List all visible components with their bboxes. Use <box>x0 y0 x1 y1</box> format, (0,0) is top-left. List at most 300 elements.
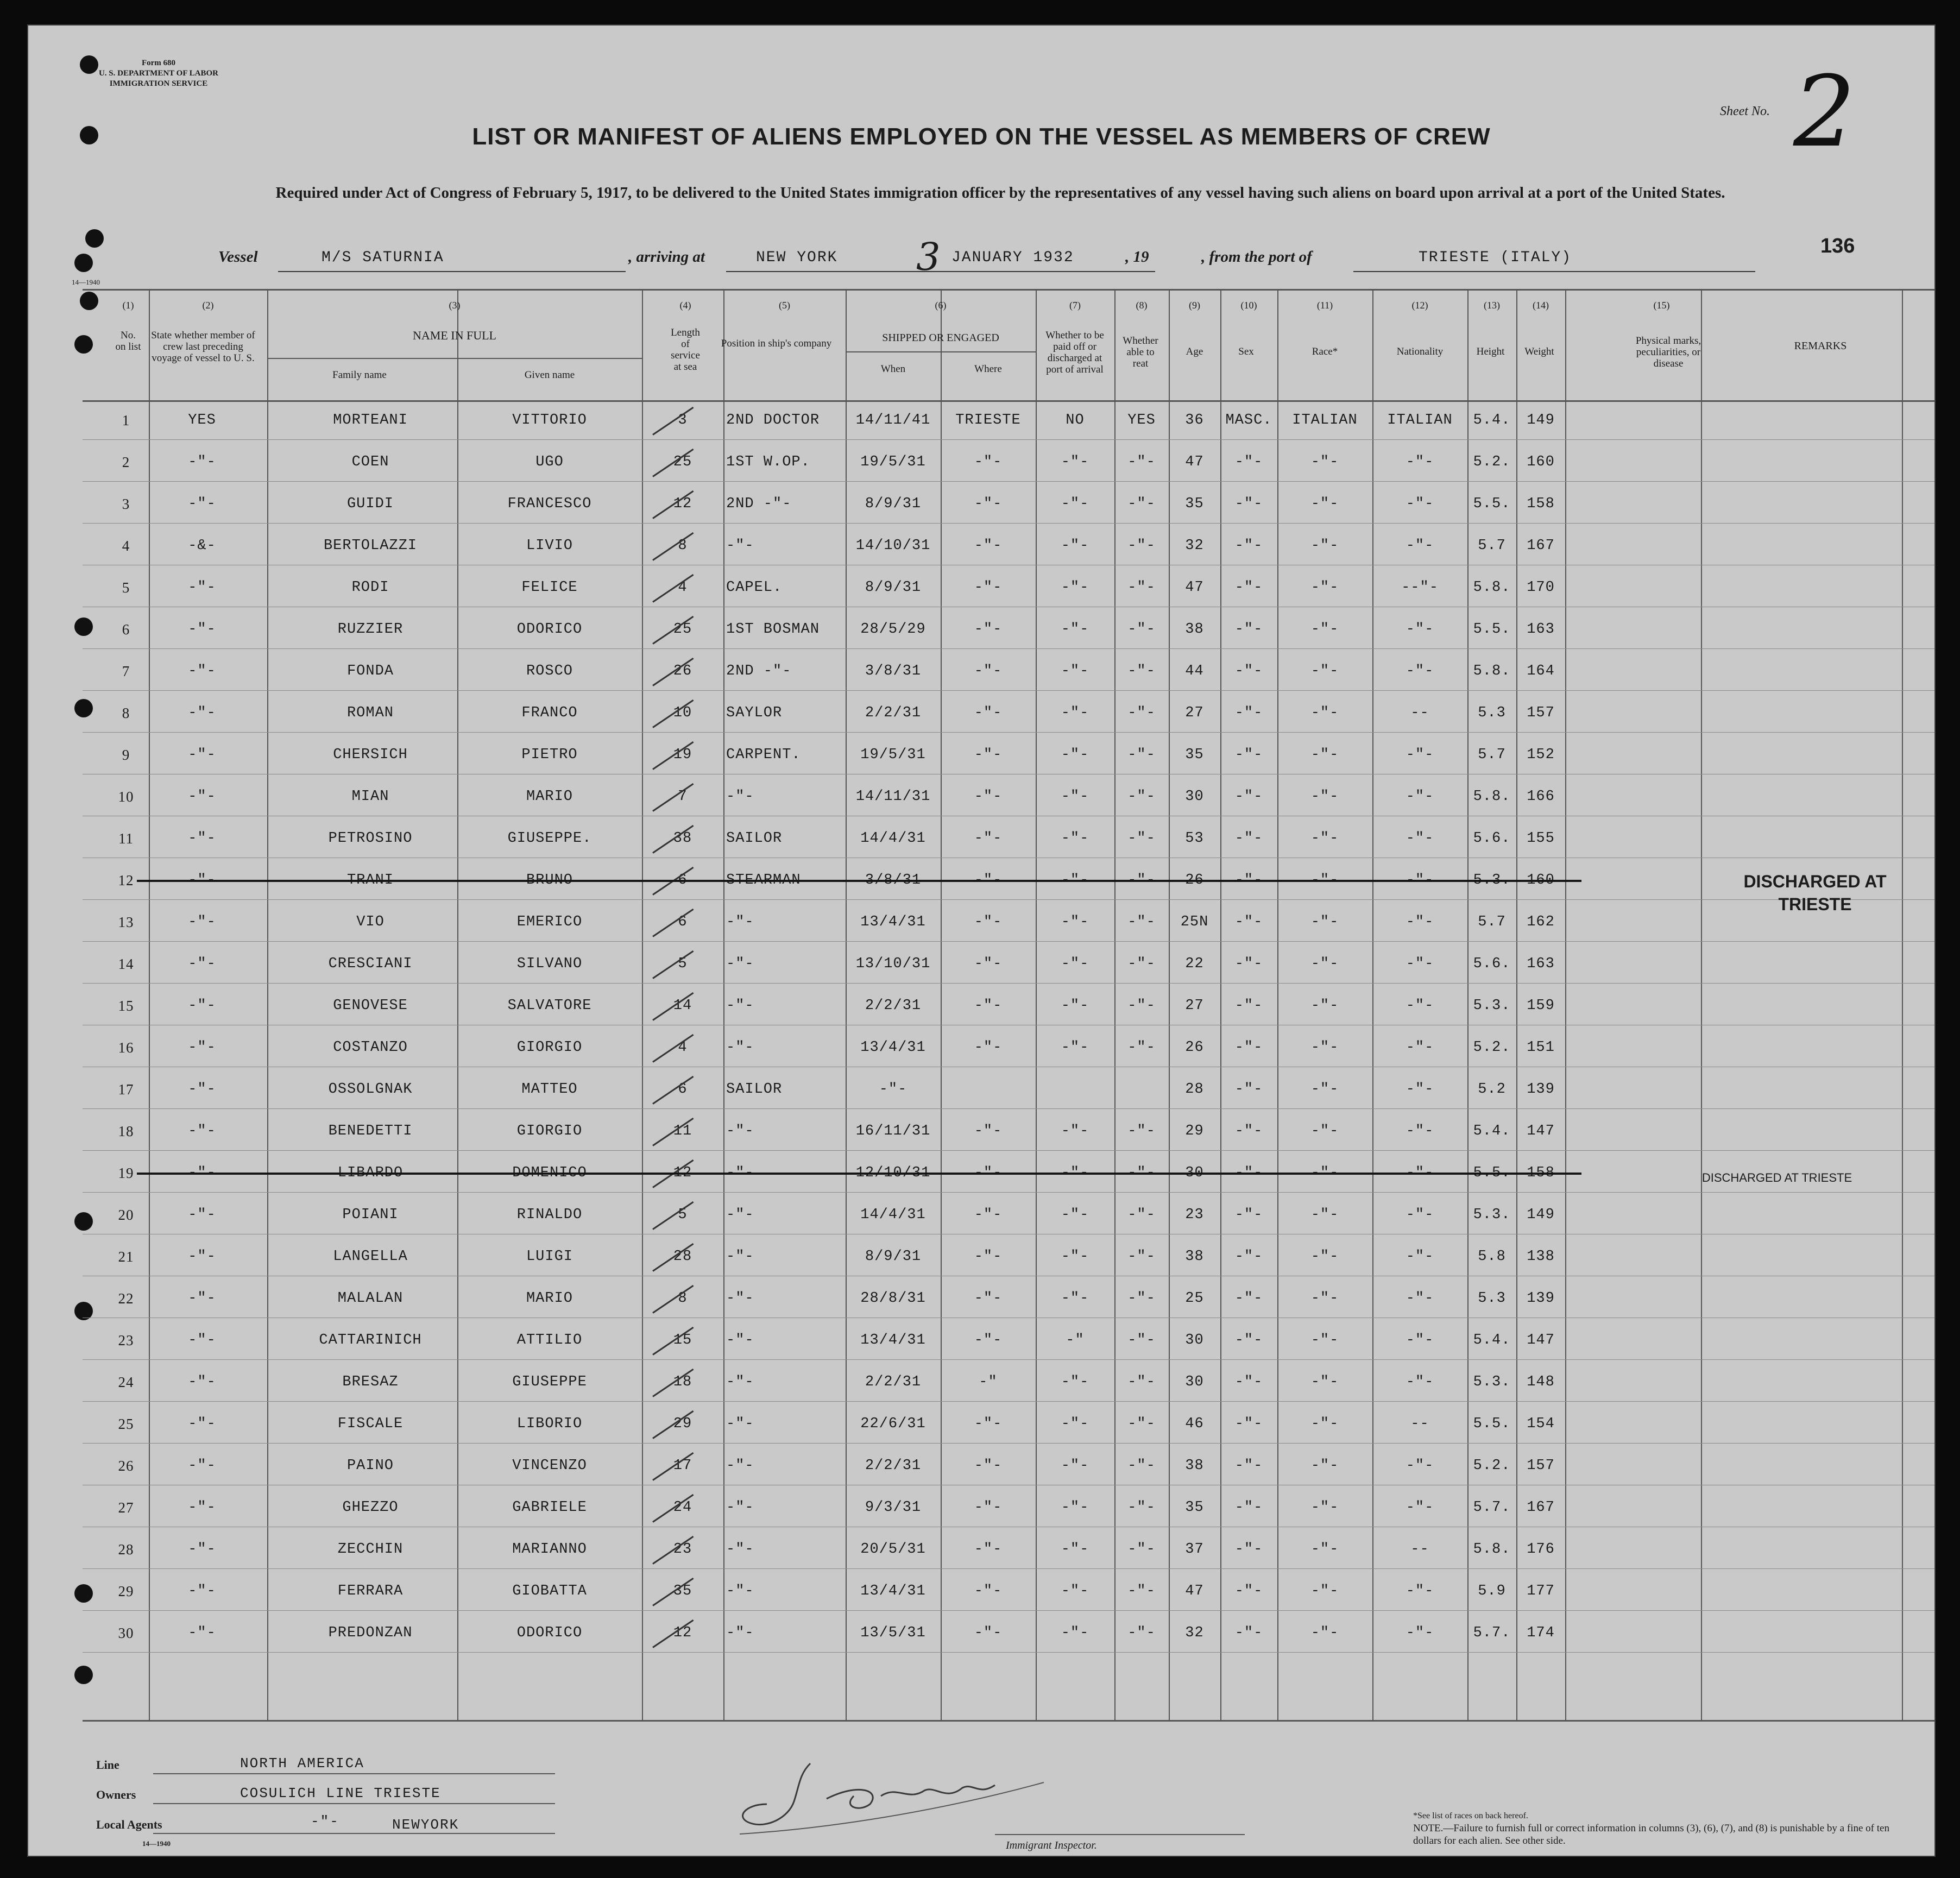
service-length: 12 <box>673 1625 692 1641</box>
given-name: LIVIO <box>526 538 573 554</box>
weight: 160 <box>1527 872 1555 888</box>
sex: -"- <box>1234 1123 1263 1139</box>
paid-off: -"- <box>1061 705 1089 721</box>
height: 5.3. <box>1473 872 1511 888</box>
row-number: 24 <box>118 1374 134 1390</box>
sex: -"- <box>1234 998 1263 1014</box>
column-number: (3) <box>449 300 461 311</box>
service-length: 4 <box>678 579 688 596</box>
nationality: -"- <box>1406 621 1434 638</box>
column-number: (15) <box>1653 300 1670 311</box>
row-number: 27 <box>118 1499 134 1516</box>
ship-position: 2ND -"- <box>726 496 792 512</box>
row-number: 15 <box>118 998 134 1014</box>
height: 5.7 <box>1478 747 1506 763</box>
service-length: 8 <box>678 538 688 554</box>
member-status: -"- <box>188 663 216 679</box>
ship-position: -"- <box>726 1123 754 1139</box>
shipped-where: -"- <box>974 1249 1003 1265</box>
row-number: 20 <box>118 1207 134 1223</box>
height: 5.2. <box>1473 454 1511 470</box>
member-status: -"- <box>188 705 216 721</box>
race: -"- <box>1310 1123 1339 1139</box>
nationality: -"- <box>1406 914 1434 930</box>
ship-position: -"- <box>726 956 754 972</box>
family-name: TRANI <box>346 872 394 888</box>
agents-value: NEWYORK <box>392 1817 459 1833</box>
given-name: MATTEO <box>521 1081 578 1098</box>
header-shipped: SHIPPED OR ENGAGED <box>882 332 999 344</box>
shipped-when: 2/2/31 <box>865 705 922 721</box>
age: 25 <box>1185 1290 1204 1307</box>
age: 53 <box>1185 830 1204 847</box>
weight: 158 <box>1527 496 1555 512</box>
family-name: GENOVESE <box>333 998 408 1014</box>
able-to-reship: -"- <box>1127 496 1156 512</box>
row-number: 19 <box>118 1165 134 1181</box>
weight: 152 <box>1527 747 1555 763</box>
service-length: 6 <box>678 872 688 888</box>
punch-hole <box>74 1666 93 1684</box>
given-name: GIORGIO <box>516 1039 583 1056</box>
arrival-port: NEW YORK <box>756 249 838 266</box>
corner-code: 14—1940 <box>72 278 100 286</box>
ship-position: -"- <box>726 1458 754 1474</box>
given-name: GIUSEPPE. <box>507 830 592 847</box>
paid-off: -"- <box>1061 663 1089 679</box>
race: -"- <box>1310 998 1339 1014</box>
header-where: Where <box>974 363 1002 375</box>
row-number: 1 <box>122 412 130 428</box>
able-to-reship: -"- <box>1127 663 1156 679</box>
paid-off: -"- <box>1061 1625 1089 1641</box>
family-name: RODI <box>351 579 389 596</box>
header-age: Age <box>1186 346 1203 357</box>
shipped-where: -" <box>979 1374 998 1390</box>
able-to-reship: -"- <box>1127 998 1156 1014</box>
family-name: COSTANZO <box>333 1039 408 1056</box>
able-to-reship: -"- <box>1127 914 1156 930</box>
height: 5.6. <box>1473 956 1511 972</box>
family-name: RUZZIER <box>337 621 404 638</box>
sex: -"- <box>1234 454 1263 470</box>
weight: 147 <box>1527 1123 1555 1139</box>
row-number: 16 <box>118 1039 134 1056</box>
height: 5.5. <box>1473 496 1511 512</box>
paid-off: -"- <box>1061 1458 1089 1474</box>
strike-through-line <box>137 1173 1581 1175</box>
weight: 159 <box>1527 998 1555 1014</box>
height: 5.8. <box>1473 1541 1511 1558</box>
shipped-where: -"- <box>974 1499 1003 1516</box>
service: IMMIGRATION SERVICE <box>109 79 208 88</box>
line-value: NORTH AMERICA <box>240 1755 364 1772</box>
punch-hole <box>74 1584 93 1603</box>
ship-position: -"- <box>726 998 754 1014</box>
nationality: ITALIAN <box>1387 412 1453 428</box>
shipped-where: -"- <box>974 830 1003 847</box>
given-name: EMERICO <box>516 914 583 930</box>
row-number: 10 <box>118 789 134 805</box>
shipped-when: 14/11/31 <box>855 789 931 805</box>
height: 5.6. <box>1473 830 1511 847</box>
member-status: -"- <box>188 1332 216 1348</box>
nationality: -"- <box>1406 1625 1434 1641</box>
age: 25N <box>1180 914 1209 930</box>
weight: 166 <box>1527 789 1555 805</box>
column-number: (4) <box>679 300 691 311</box>
shipped-when: 13/4/31 <box>860 1039 926 1056</box>
punch-hole <box>74 699 93 717</box>
given-name: ODORICO <box>516 1625 583 1641</box>
header-length: Length of service at sea <box>671 327 700 373</box>
able-to-reship: -"- <box>1127 579 1156 596</box>
service-length: 14 <box>673 998 692 1014</box>
height: 5.2. <box>1473 1039 1511 1056</box>
from-label: , from the port of <box>1201 248 1312 266</box>
shipped-when: 14/10/31 <box>855 538 931 554</box>
vessel-name: M/S SATURNIA <box>322 249 444 266</box>
weight: 155 <box>1527 830 1555 847</box>
shipped-where: -"- <box>974 663 1003 679</box>
paid-off: -"- <box>1061 1123 1089 1139</box>
given-name: MARIO <box>526 1290 573 1307</box>
nationality: -"- <box>1406 496 1434 512</box>
remark-row-19: DISCHARGED AT TRIESTE <box>1701 1171 1852 1184</box>
sex: -"- <box>1234 1583 1263 1599</box>
paid-off: -"- <box>1061 1290 1089 1307</box>
member-status: -"- <box>188 956 216 972</box>
height: 5.9 <box>1478 1583 1506 1599</box>
arrival-date: JANUARY 1932 <box>951 249 1074 266</box>
service-length: 26 <box>673 663 692 679</box>
ship-position: -"- <box>726 1249 754 1265</box>
given-name: GIUSEPPE <box>512 1374 587 1390</box>
ship-position: CARPENT. <box>726 747 801 763</box>
service-length: 7 <box>678 789 688 805</box>
paid-off: -"- <box>1061 914 1089 930</box>
sheet-number: 2 <box>1793 55 1856 169</box>
service-length: 29 <box>673 1416 692 1432</box>
able-to-reship: -"- <box>1127 830 1156 847</box>
ship-position: CAPEL. <box>726 579 783 596</box>
ship-position: SAILOR <box>726 1081 783 1098</box>
family-name: BRESAZ <box>342 1374 399 1390</box>
age: 36 <box>1185 412 1204 428</box>
form-id-block <box>88 58 229 89</box>
age: 26 <box>1185 872 1204 888</box>
family-name: MALALAN <box>337 1290 404 1307</box>
ship-position: SAILOR <box>726 830 783 847</box>
height: 5.2. <box>1473 1458 1511 1474</box>
sex: -"- <box>1234 747 1263 763</box>
header-when: When <box>880 363 906 375</box>
shipped-where: -"- <box>974 747 1003 763</box>
sheet-number-label: Sheet No. <box>1720 104 1770 118</box>
nationality: -"- <box>1406 956 1434 972</box>
family-name: GUIDI <box>346 496 394 512</box>
member-status: -"- <box>188 830 216 847</box>
able-to-reship: -"- <box>1127 747 1156 763</box>
given-name: ROSCO <box>526 663 573 679</box>
service-length: 28 <box>673 1249 692 1265</box>
shipped-where: -"- <box>974 1207 1003 1223</box>
sex: -"- <box>1234 496 1263 512</box>
row-number: 30 <box>118 1625 134 1641</box>
service-length: 11 <box>673 1123 692 1139</box>
shipped-when: 19/5/31 <box>860 747 926 763</box>
age: 47 <box>1185 579 1204 596</box>
sex: -"- <box>1234 538 1263 554</box>
sex: -"- <box>1234 663 1263 679</box>
nationality: -"- <box>1406 998 1434 1014</box>
nationality: -"- <box>1406 538 1434 554</box>
shipped-when: 28/5/29 <box>860 621 926 638</box>
race: -"- <box>1310 747 1339 763</box>
weight: 160 <box>1527 454 1555 470</box>
shipped-when: 13/10/31 <box>855 956 931 972</box>
given-name: GIORGIO <box>516 1123 583 1139</box>
given-name: FRANCESCO <box>507 496 592 512</box>
given-name: LIBORIO <box>516 1416 583 1432</box>
nationality: -"- <box>1406 1249 1434 1265</box>
nationality: -"- <box>1406 1374 1434 1390</box>
family-name: MORTEANI <box>333 412 408 428</box>
service-length: 17 <box>673 1458 692 1474</box>
sex: -"- <box>1234 789 1263 805</box>
sex: MASC. <box>1225 412 1272 428</box>
departure-port: TRIESTE (ITALY) <box>1419 249 1572 266</box>
paid-off: -"- <box>1061 1249 1089 1265</box>
header-height: Height <box>1476 346 1505 357</box>
ship-position: -"- <box>726 1416 754 1432</box>
column-number: (14) <box>1533 300 1549 311</box>
race: -"- <box>1310 621 1339 638</box>
shipped-where: -"- <box>974 1123 1003 1139</box>
row-number: 8 <box>122 705 130 721</box>
family-name: ZECCHIN <box>337 1541 404 1558</box>
height: 5.5. <box>1473 1416 1511 1432</box>
family-name: GHEZZO <box>342 1499 399 1516</box>
paid-off: -"- <box>1061 621 1089 638</box>
race: -"- <box>1310 1039 1339 1056</box>
shipped-when: 13/4/31 <box>860 914 926 930</box>
department: U. S. DEPARTMENT OF LABOR <box>98 69 219 78</box>
nationality: -"- <box>1406 1499 1434 1516</box>
ship-position: -"- <box>726 1290 754 1307</box>
sex: -"- <box>1234 621 1263 638</box>
age: 30 <box>1185 1374 1204 1390</box>
member-status: -"- <box>188 1290 216 1307</box>
sex: -"- <box>1234 1207 1263 1223</box>
sex: -"- <box>1234 579 1263 596</box>
member-status: -"- <box>188 1123 216 1139</box>
punch-hole <box>74 335 93 354</box>
ship-position: -"- <box>726 1332 754 1348</box>
member-status: -"- <box>188 1583 216 1599</box>
member-status: -"- <box>188 872 216 888</box>
height: 5.7. <box>1473 1625 1511 1641</box>
member-status: -"- <box>188 579 216 596</box>
nationality: -"- <box>1406 1458 1434 1474</box>
family-name: BENEDETTI <box>328 1123 413 1139</box>
weight: 174 <box>1527 1625 1555 1641</box>
sex: -"- <box>1234 1249 1263 1265</box>
height: 5.8. <box>1473 579 1511 596</box>
service-length: 12 <box>673 1165 692 1181</box>
age: 38 <box>1185 1249 1204 1265</box>
service-length: 19 <box>673 747 692 763</box>
paid-off: -"- <box>1061 872 1089 888</box>
row-number: 21 <box>118 1249 134 1265</box>
inspector-label: Immigrant Inspector. <box>1006 1839 1097 1851</box>
ship-position: -"- <box>726 1207 754 1223</box>
race: ITALIAN <box>1292 412 1358 428</box>
able-to-reship: YES <box>1127 412 1156 428</box>
nationality: -"- <box>1406 747 1434 763</box>
age: 27 <box>1185 998 1204 1014</box>
family-name: CHERSICH <box>333 747 408 763</box>
able-to-reship: -"- <box>1127 1332 1156 1348</box>
race: -"- <box>1310 956 1339 972</box>
owners-value: COSULICH LINE TRIESTE <box>240 1785 441 1801</box>
member-status: -"- <box>188 998 216 1014</box>
service-length: 35 <box>673 1583 692 1599</box>
shipped-where: TRIESTE <box>955 412 1021 428</box>
member-status: -"- <box>188 1374 216 1390</box>
race: -"- <box>1310 496 1339 512</box>
weight: 167 <box>1527 538 1555 554</box>
ship-position: -"- <box>726 1541 754 1558</box>
remark-row-12: DISCHARGED AT TRIESTE <box>1743 872 1887 914</box>
sex: -"- <box>1234 1039 1263 1056</box>
family-name: CATTARINICH <box>319 1332 422 1348</box>
shipped-where: -"- <box>974 1416 1003 1432</box>
nationality: -"- <box>1406 1583 1434 1599</box>
race: -"- <box>1310 1416 1339 1432</box>
sex: -"- <box>1234 1625 1263 1641</box>
race: -"- <box>1310 872 1339 888</box>
nationality: -- <box>1410 705 1429 721</box>
family-name: POIANI <box>342 1207 399 1223</box>
able-to-reship: -"- <box>1127 1123 1156 1139</box>
service-length: 10 <box>673 705 692 721</box>
weight: 149 <box>1527 412 1555 428</box>
header-paid: Whether to be paid off or discharged at port of arrival <box>1045 330 1104 375</box>
paid-off: -"- <box>1061 1374 1089 1390</box>
nationality: -- <box>1410 1541 1429 1558</box>
given-name: BRUNO <box>526 872 573 888</box>
shipped-when: 22/6/31 <box>860 1416 926 1432</box>
sex: -"- <box>1234 1499 1263 1516</box>
sex: -"- <box>1234 872 1263 888</box>
shipped-when: 2/2/31 <box>865 1458 922 1474</box>
row-number: 6 <box>122 621 130 638</box>
age: 44 <box>1185 663 1204 679</box>
able-to-reship: -"- <box>1127 1039 1156 1056</box>
column-number: (12) <box>1411 300 1428 311</box>
family-name: OSSOLGNAK <box>328 1081 413 1098</box>
member-status: -"- <box>188 789 216 805</box>
year-label: , 19 <box>1125 248 1149 266</box>
height: 5.4. <box>1473 1123 1511 1139</box>
paid-off: -"- <box>1061 538 1089 554</box>
age: 26 <box>1185 1039 1204 1056</box>
age: 27 <box>1185 705 1204 721</box>
shipped-where: -"- <box>974 705 1003 721</box>
weight: 149 <box>1527 1207 1555 1223</box>
race: -"- <box>1310 1290 1339 1307</box>
given-name: RINALDO <box>516 1207 583 1223</box>
form-number: Form 680 <box>141 59 176 67</box>
sex: -"- <box>1234 1290 1263 1307</box>
race: -"- <box>1310 705 1339 721</box>
column-number: (10) <box>1240 300 1257 311</box>
agents-mark: -"- <box>311 1813 339 1830</box>
paid-off: -"- <box>1061 1583 1089 1599</box>
height: 5.8. <box>1473 663 1511 679</box>
shipped-when: -"- <box>879 1081 907 1098</box>
shipped-where: -"- <box>974 1583 1003 1599</box>
service-length: 4 <box>678 1039 688 1056</box>
age: 38 <box>1185 1458 1204 1474</box>
given-name: FRANCO <box>521 705 578 721</box>
family-name: LANGELLA <box>333 1249 408 1265</box>
age: 23 <box>1185 1207 1204 1223</box>
weight: 170 <box>1527 579 1555 596</box>
row-number: 18 <box>118 1123 134 1139</box>
weight: 163 <box>1527 621 1555 638</box>
header-no: No. on list <box>115 330 141 352</box>
able-to-reship: -"- <box>1127 1374 1156 1390</box>
shipped-when: 8/9/31 <box>865 1249 922 1265</box>
member-status: -"- <box>188 496 216 512</box>
age: 28 <box>1185 1081 1204 1098</box>
paid-off: -" <box>1066 1332 1085 1348</box>
row-number: 12 <box>118 872 134 888</box>
line-label: Line <box>96 1758 119 1772</box>
punch-hole <box>80 292 98 310</box>
race: -"- <box>1310 663 1339 679</box>
shipped-when: 8/9/31 <box>865 579 922 596</box>
shipped-where: -"- <box>974 1458 1003 1474</box>
height: 5.8. <box>1473 789 1511 805</box>
punch-hole <box>74 1212 93 1231</box>
stamp-number: 136 <box>1820 235 1855 257</box>
height: 5.4. <box>1473 412 1511 428</box>
service-length: 6 <box>678 914 688 930</box>
paid-off: -"- <box>1061 1165 1089 1181</box>
height: 5.7. <box>1473 1499 1511 1516</box>
service-length: 25 <box>673 454 692 470</box>
shipped-where: -"- <box>974 1039 1003 1056</box>
height: 5.5. <box>1473 1165 1511 1181</box>
sex: -"- <box>1234 1541 1263 1558</box>
family-name: CRESCIANI <box>328 956 413 972</box>
given-name: VINCENZO <box>512 1458 587 1474</box>
member-status: -"- <box>188 1625 216 1641</box>
given-name: ODORICO <box>516 621 583 638</box>
age: 35 <box>1185 1499 1204 1516</box>
manifest-sheet <box>27 24 1936 1857</box>
family-name: ROMAN <box>346 705 394 721</box>
shipped-where: -"- <box>974 1332 1003 1348</box>
sex: -"- <box>1234 1165 1263 1181</box>
shipped-where: -"- <box>974 1625 1003 1641</box>
nationality: -"- <box>1406 872 1434 888</box>
sex: -"- <box>1234 1374 1263 1390</box>
weight: 147 <box>1527 1332 1555 1348</box>
